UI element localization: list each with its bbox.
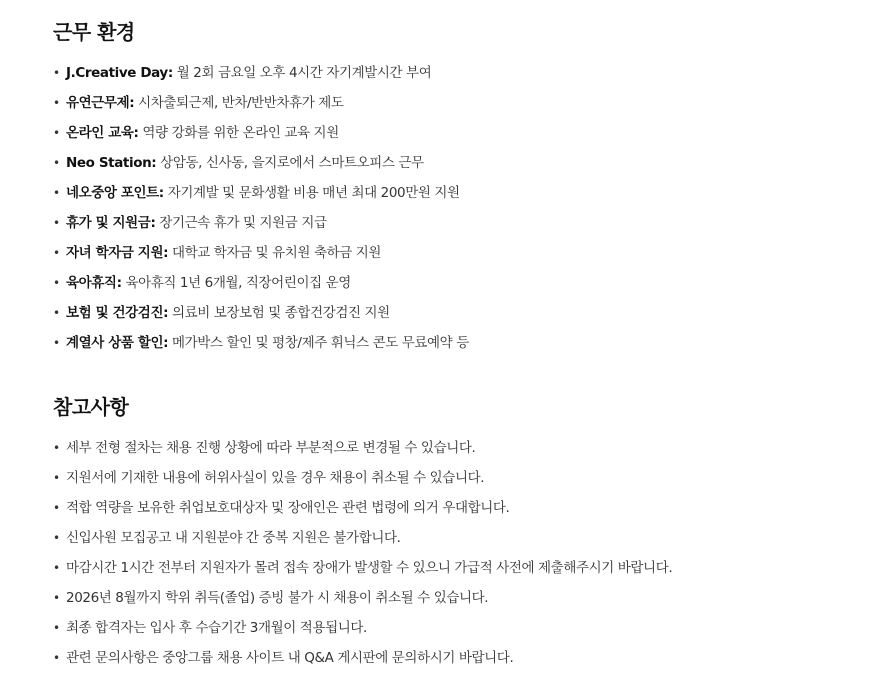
benefit-text: 상암동, 신사동, 을지로에서 스마트오피스 근무 (156, 155, 424, 171)
benefit-label: 계열사 상품 할인: (66, 335, 169, 351)
benefit-label: 보험 및 건강검진: (66, 305, 169, 321)
note-item (53, 493, 873, 523)
benefit-text: 육아휴직 1년 6개월, 직장어린이집 운영 (121, 275, 351, 291)
bullet: • (53, 246, 60, 260)
note-text: 지원서에 기재한 내용에 허위사실이 있을 경우 채용이 취소될 수 있습니다. (66, 470, 485, 486)
benefit-label: 유연근무제: (66, 95, 135, 111)
note-item (53, 463, 873, 493)
bullet: • (53, 276, 60, 290)
benefit-item-flexible-work (53, 88, 873, 118)
benefit-item-neo-point (53, 178, 873, 208)
bullet: • (53, 216, 60, 230)
benefit-label: 육아휴직: (66, 275, 122, 291)
note-item (53, 523, 873, 553)
note-item (53, 553, 873, 583)
notes-list (53, 433, 873, 673)
work-environment-section (53, 18, 873, 358)
note-item (53, 433, 873, 463)
bullet: • (53, 621, 60, 635)
benefit-item-child-tuition (53, 238, 873, 268)
note-text: 관련 문의사항은 중앙그룹 채용 사이트 내 Q&A 게시판에 문의하시기 바랍니다. (66, 650, 514, 666)
note-text: 마감시간 1시간 전부터 지원자가 몰려 접속 장애가 발생할 수 있으니 가급적 사전에 제출해주시기 바랍니다. (66, 560, 673, 576)
notes-heading: 참고사항 (53, 395, 129, 419)
benefit-text: 월 2회 금요일 오후 4시간 자기계발시간 부여 (172, 65, 432, 81)
note-text: 세부 전형 절차는 채용 진행 상황에 따라 부분적으로 변경될 수 있습니다. (66, 440, 476, 456)
bullet: • (53, 126, 60, 140)
benefit-label: J.Creative Day: (66, 65, 173, 81)
note-item (53, 583, 873, 613)
note-item (53, 643, 873, 673)
bullet: • (53, 186, 60, 200)
bullet: • (53, 336, 60, 350)
benefit-item-j-creative-day (53, 58, 873, 88)
notes-section (53, 393, 873, 673)
note-item (53, 613, 873, 643)
benefit-text: 역량 강화를 위한 온라인 교육 지원 (138, 125, 339, 141)
bullet: • (53, 561, 60, 575)
bullet: • (53, 66, 60, 80)
note-text: 최종 합격자는 입사 후 수습기간 3개월이 적용됩니다. (66, 620, 367, 636)
bullet: • (53, 531, 60, 545)
benefit-label: 온라인 교육: (66, 125, 139, 141)
bullet: • (53, 651, 60, 665)
benefit-item-parental-leave (53, 268, 873, 298)
benefit-label: Neo Station: (66, 155, 157, 171)
benefit-label: 네오중앙 포인트: (66, 185, 164, 201)
benefit-text: 대학교 학자금 및 유치원 축하금 지원 (168, 245, 382, 261)
benefit-text: 시차출퇴근제, 반차/반반차휴가 제도 (134, 95, 344, 111)
benefit-text: 자기계발 및 문화생활 비용 매년 최대 200만원 지원 (163, 185, 460, 201)
work-environment-list (53, 58, 873, 358)
bullet: • (53, 96, 60, 110)
benefit-text: 메가박스 할인 및 평창/제주 휘닉스 콘도 무료예약 등 (168, 335, 469, 351)
bullet: • (53, 591, 60, 605)
benefit-label: 자녀 학자금 지원: (66, 245, 169, 261)
benefit-item-vacation-subsidy (53, 208, 873, 238)
bullet: • (53, 156, 60, 170)
note-text: 적합 역량을 보유한 취업보호대상자 및 장애인은 관련 법령에 의거 우대합니다. (66, 500, 510, 516)
bullet: • (53, 501, 60, 515)
benefit-item-affiliate-discount (53, 328, 873, 358)
benefit-item-insurance-checkup (53, 298, 873, 328)
note-text: 신입사원 모집공고 내 지원분야 간 중복 지원은 불가합니다. (66, 530, 401, 546)
benefit-item-online-education (53, 118, 873, 148)
benefit-text: 장기근속 휴가 및 지원금 지급 (155, 215, 327, 231)
benefit-item-neo-station (53, 148, 873, 178)
benefit-text: 의료비 보장보험 및 종합건강검진 지원 (168, 305, 390, 321)
benefit-label: 휴가 및 지원금: (66, 215, 156, 231)
bullet: • (53, 471, 60, 485)
bullet: • (53, 441, 60, 455)
bullet: • (53, 306, 60, 320)
note-text: 2026년 8월까지 학위 취득(졸업) 증빙 불가 시 채용이 취소될 수 있습니다. (66, 590, 489, 606)
work-environment-heading: 근무 환경 (53, 20, 135, 44)
